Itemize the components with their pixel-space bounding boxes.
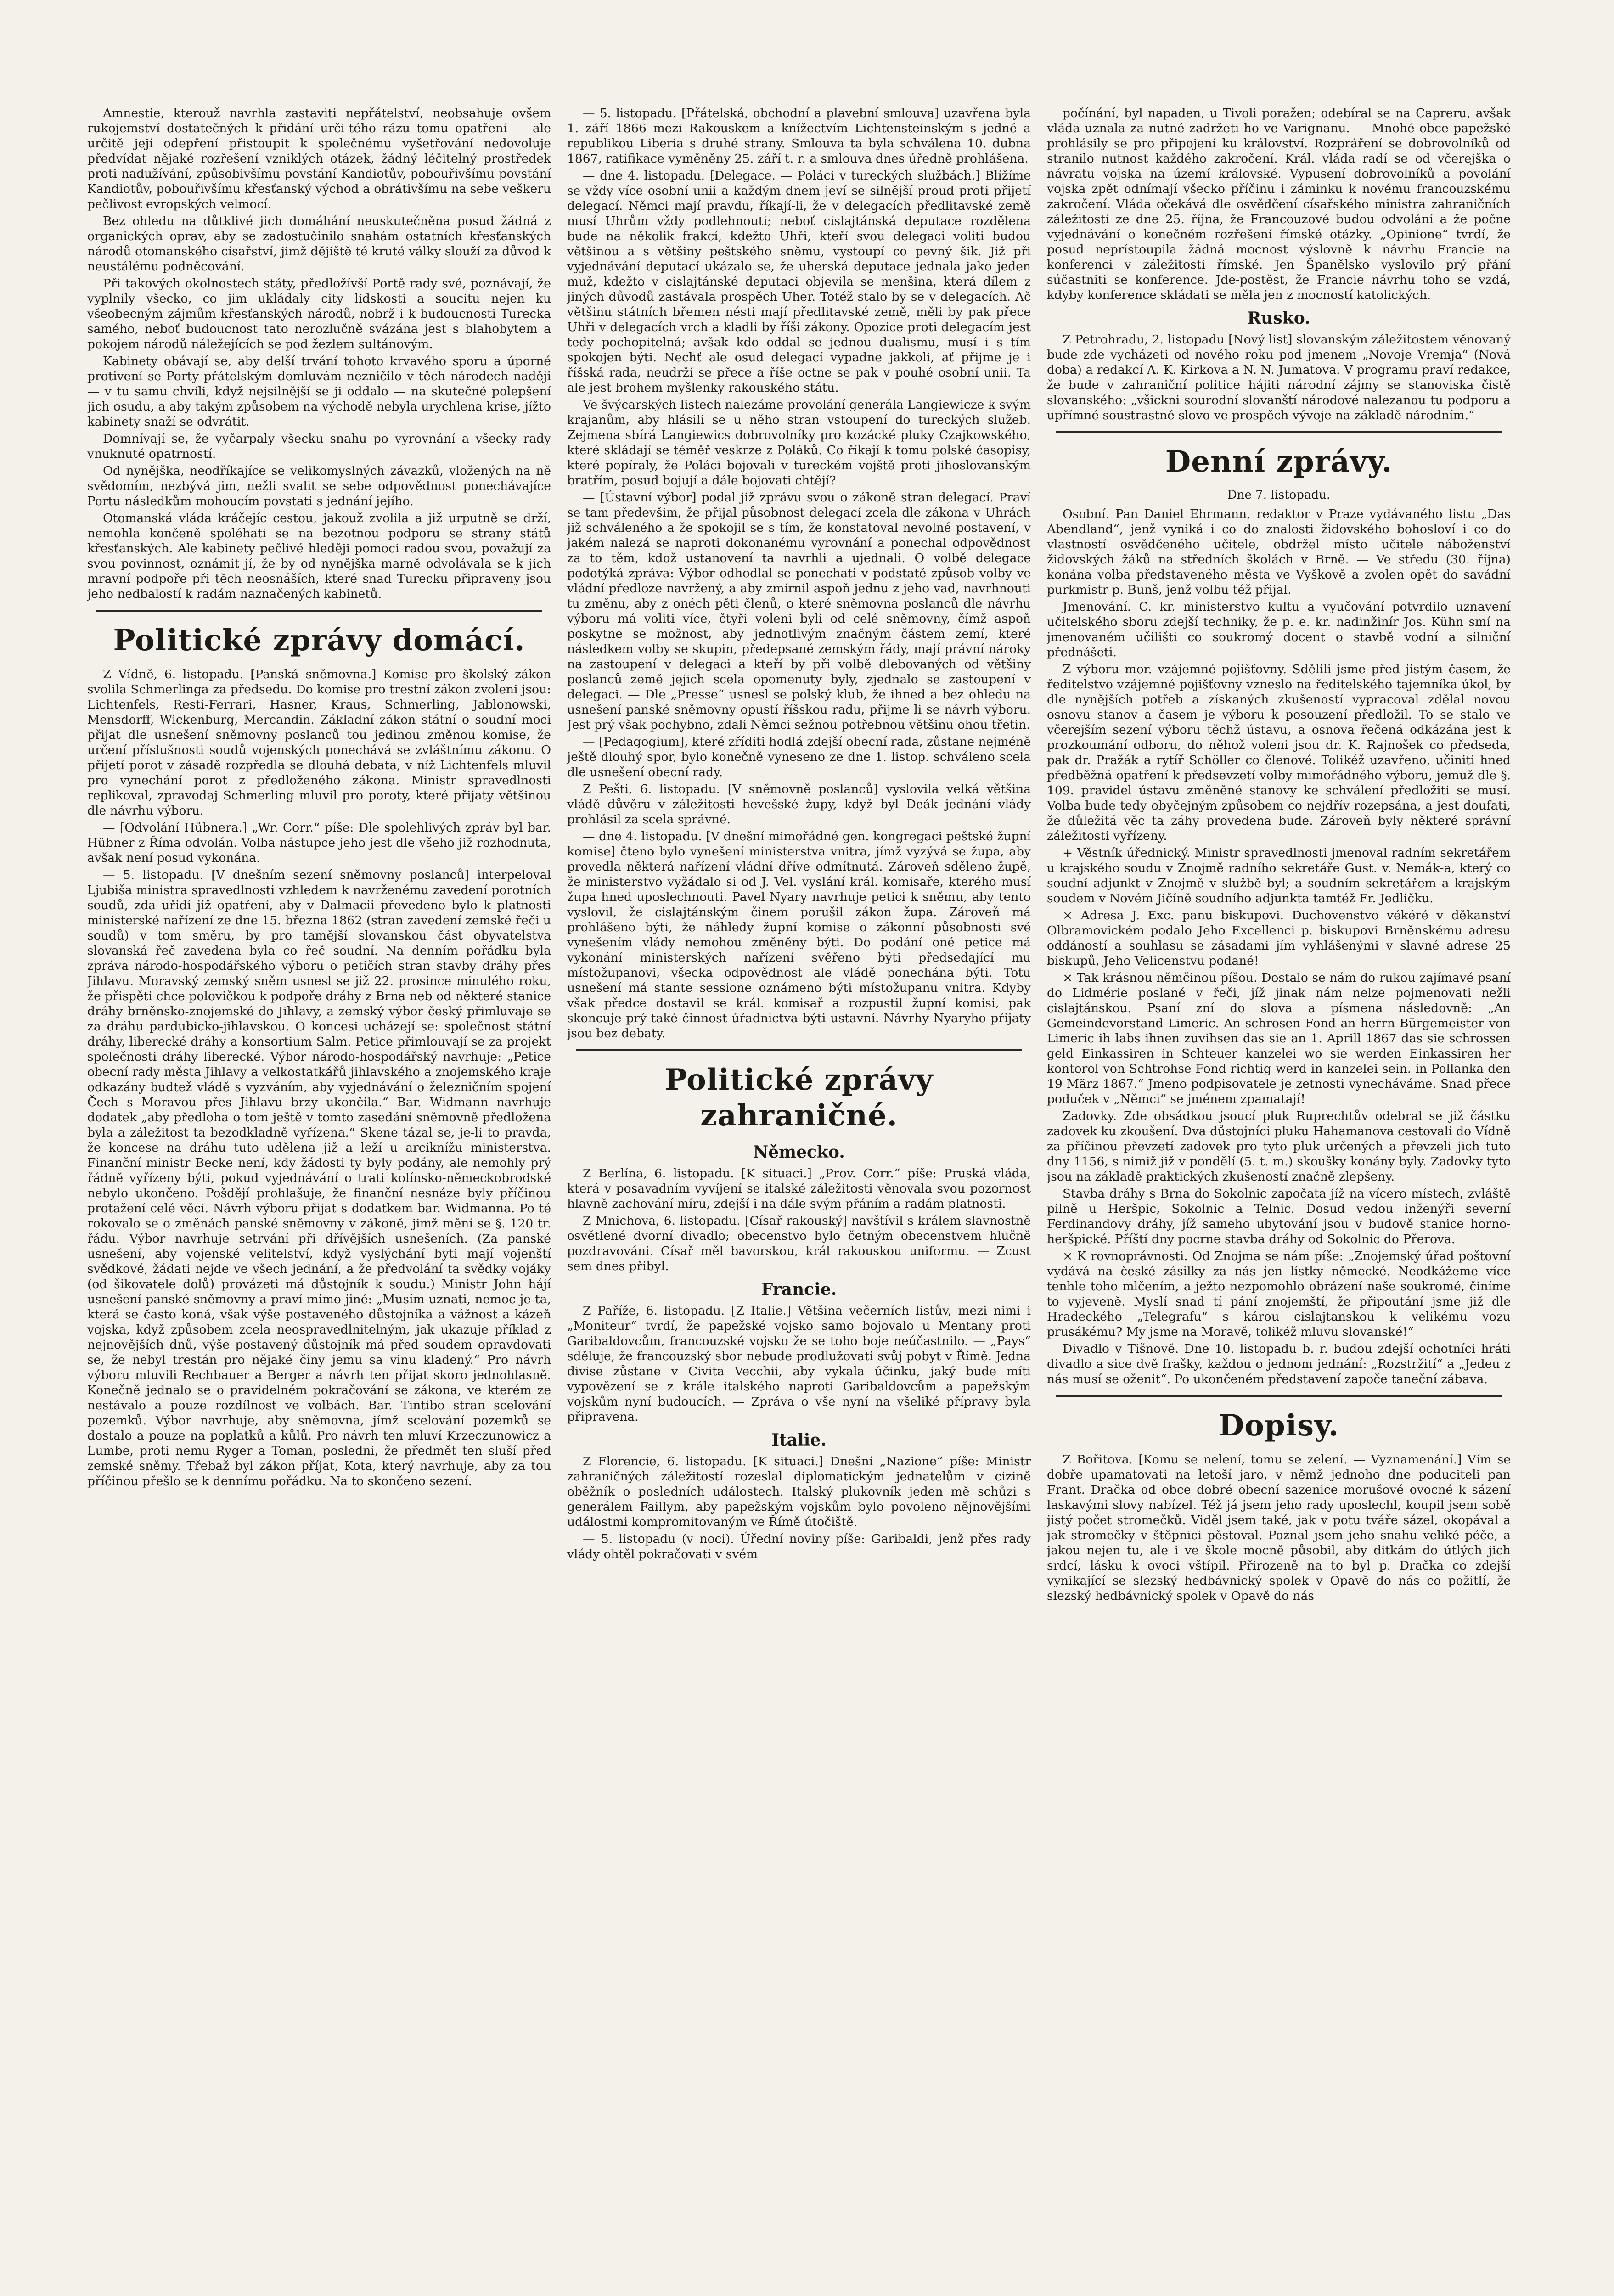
section-divider bbox=[576, 1049, 1022, 1051]
article-paragraph: Z Bořitova. [Komu se nelení, tomu se zelení. — Vyznamenání.] Vím se dobře upamatovati na letoší jaro, v němž jednoho dne poduciteli pan Frant. Dračka od obce dobré obecní sazenice morušové ovocné k sázení laskavými slovy nabízel. Též já jsem jeho rady uposlechl, koupil jsem sobě jistý počet stromečků. Viděl jsem také, jak v potu tváře sázel, okopával a jak stromečky v štěpnici pěstoval. Poznal jsem jeho snahu veliké péče, a jakou nejen tu, ale i ve škole mocně působil, aby ditkám do útlých jich srdcí, lásku k ovoci vštípil. Přirozeně na to byl p. Dračka co zdejší vynikající se slezský hedbávnický spolek v Opavě do nás co požitlí, že slezský hedbávnický spolek v Opavě do nás bbox=[1047, 1452, 1511, 1603]
article-paragraph: + Věstník úřednický. Ministr spravedlnosti jmenoval radním sekretářem u krajského soudu v Znojmě radního sekretáře Gust. v. Nemák-a, který co soudní adjunkt v Znojmě v službě byl; a soudním sekretářem a krajským soudem v Novém Jičíně soudního adjunkta tamtéž Fr. Jedličku. bbox=[1047, 846, 1511, 906]
article-paragraph: Kabinety obávají se, aby delší trvání tohoto krvavého sporu a úporné protivení se Porty přátelským domluvám nezničilo v těch národech naději — v tu samu chvíli, když nejsilnější se ji oddalo — na skutečné polepšení jich osudu, a aby takým způsobem na východě nebyla urychlena krise, jížto kabinety snaží se odvrátit. bbox=[87, 354, 551, 429]
newspaper-page bbox=[87, 106, 1511, 2296]
article-paragraph: Z Pešti, 6. listopadu. [V sněmovně poslanců] vyslovila velká většina vládě důvěru v záležitosti hevešské župy, když byl Deák jednání vlády prohlásil za scela správné. bbox=[567, 782, 1031, 827]
section-heading: Dopisy. bbox=[1218, 1408, 1339, 1443]
article-paragraph: × K rovnoprávnosti. Od Znojma se nám píše: „Znojemský úřad poštovní vydává na české zásilky za nás jen lístky německé. Neodkážeme více tenhle toho mlčením, a ježto nezpomohlo obrázení naše soukromé, činíme to vyjeveně. Myslí snad tí pání znojemští, že připoutání jsme již dle Hradeckého „Telegrafu“ s károu cislajtanskou k velikému vozu prusákému? My jsme na Moravě, tolikéž mluvu slovanské!“ bbox=[1047, 1249, 1511, 1339]
article-paragraph: — 5. listopadu. [Přátelská, obchodní a plavební smlouva] uzavřena byla 1. září 1866 mezi Rakouskem a knížectvím Lichtensteinským s jedné a republikou Liberia s druhé strany. Smlouva ta byla schválena 10. dubna 1867, ratifikace vyměněny 25. září t. r. a smlouva dnes úředně prohlášena. bbox=[567, 106, 1031, 166]
article-paragraph: Z Paříže, 6. listopadu. [Z Italie.] Většina večerních listův, mezi nimi i „Moniteur“ tvrdí, že papežské vojsko samo bojovalo u Mentany proti Garibaldovcům, francouzské vojsko že se toho boje neúčastnilo. — „Pays“ sděluje, že francouzský sbor nebude prodlužovati svůj pobyt v Římě. Jedna divise zůstane v Civita Vecchii, aby vykala účinku, jaký bude míti vypovězení se z krále italského naproti Garibaldovcům a papežským vojskům nyní budoucích. — Zpráva o vše nyní na všeliké přípravy byla připravena. bbox=[567, 1304, 1031, 1424]
article-paragraph: Z Florencie, 6. listopadu. [K situaci.] Dnešní „Nazione“ píše: Ministr zahraničných záležitostí rozeslal diplomatickým jednatelům v cizině oběžník o posledních událostech. Italský plukovník jeden mě schůzi s generálem Faillym, aby papežským vojskům bylo povoleno nějnovějšími událostmi kompromitovaným ve Římě útočiště. bbox=[567, 1454, 1031, 1529]
article-paragraph: Z Vídně, 6. listopadu. [Panská sněmovna.] Komise pro školský zákon svolila Schmerlinga za předsedu. Do komise pro trestní zákon zvoleni jsou: Lichtenfels, Resti-Ferrari, Hasner, Kraus, Schmerling, Jablonowski, Mensdorff, Wickenburg, Mercandin. Základní zákon státní o soudní moci přijat dle usnešení sněmovny poslanců tou jedinou změnou komise, že určení příslušnosti soudů vojenských ponechává se zvláštnímu zákonu. O přijetí porot v zásadě rozpředla se dlouhá debata, v níž Lichtenfels mluvil pro vynechání porot z předloženého zákona. Ministr spravedlnosti replikoval, zpravodaj Schmerling mluvil pro poroty, které přijaty většinou dle návrhu výboru. bbox=[87, 667, 551, 818]
article-paragraph: Domnívají se, že vyčarpaly všecku snahu po vyrovnání a všecky rady vnuknuté opatrností. bbox=[87, 432, 551, 461]
article-paragraph: — [Pedagogium], které zříditi hodlá zdejší obecní rada, zůstane nejméně ještě dlouhý spor, bylo konečně vyneseno ze dne 1. listop. schváleno scela dle usnešení obecní rady. bbox=[567, 735, 1031, 779]
article-paragraph: Divadlo v Tišnově. Dne 10. listopadu b. r. budou zdejší ochotníci hráti divadlo a sice dvě frašky, každou o jednom jednání: „Rozstržití“ a „Jedeu z nás musí se oženit“. Po ukončeném představení započe taneční zábava. bbox=[1047, 1342, 1511, 1386]
article-paragraph: Při takových okolnostech státy, předložívší Portě rady své, poznávají, že vyplnily všecko, co jim ukládaly city lidskosti a soucitu nejen ku všeobecným zájmům křesťanských národů, nobrž i k budoucnosti Turecka samého, neboť budoucnost tato nerozlučně svázána jest s blahobytem a pokojem národů náležejících se pod žezlem sultánovým. bbox=[87, 276, 551, 351]
article-paragraph: — [Ústavní výbor] podal již zprávu svou o zákoně stran delegací. Praví se tam předevšim, že přijal působnost delegací zcela dle zákona v Uhrách již schváleného a že spokojil se s tím, že konstatoval nevolné postavení, v jakém nalezá se naproti dokonanému vyrovnání a ponechal odpovědnost za to těm, kdož ustanovení ta navrhli a ujednali. O volbě delegace podotýká zpráva: Výbor odhodlal se ponechati v podstatě způsob volby ve vládní předloze navržený, a aby zmírnil aspoň jednu z jeho vad, navrhnouti tu změnu, aby z onéch pěti členů, o které sněmovna poslanců dle návrhu výboru má voliti více, čtyři voleni byli od celé sněmovny, čímž aspoň poskytne se možnost, aby jednotlivým značným částem zemí, které následkem volby se skupin, předepsané zemským řády, mají právní nároky na zastoupení v delegaci a kteří by při volbě dlebovaných od většiny poslanců země jejich scela opomenuty byly, zjednalo se zastoupení v delegaci. — Dle „Presse“ usnesl se polský klub, že ihned a bez ohledu na usnešení panské sněmovny opustí říšskou radu, přijme li se návrh výboru. Jest prý však pochybno, zdali Němci sežnou potřebnou většinu ohou třetin. bbox=[567, 490, 1031, 732]
country-subheading: Rusko. bbox=[1247, 309, 1310, 328]
article-paragraph: počínání, byl napaden, u Tivoli poražen; odebíral se na Capreru, avšak vláda uznala za nutné zadržeti ho ve Varignanu. — Mnohé obce papežské prohlásily se pro připojení ku království. Rozpráření se dobrovolníků od stranilo nutnost každého zakročení. Král. vláda radí se od včerejška o návratu vojska na území královské. Vypusení dobrovolníků a povolání vojska zpět odnímají všecko příčinu i záminku k novému francouzskému zakročení. Vláda očekává dle osvědčení císařského ministra zahraničních záležitostí ze dne 25. října, že Francouzové budou odvolání a že počne vyjednávání o konečném rozřešení římské otázky. „Opinione“ tvrdí, že posud neprístoupila žádná mocnost výslovně k návrhu Francie na konferenci v záležitosti římské. Jen Španělsko vyslovilo prý přání súčastniti se konference. Jde-postěst, že Francie návrhu toho se vzdá, kdyby konference skládati se měla jen z mocností katolických. bbox=[1047, 106, 1511, 302]
section-heading: Denní zprávy. bbox=[1165, 445, 1393, 479]
article-paragraph: Z Mnichova, 6. listopadu. [Císař rakouský] navštívil s králem slavnostně osvětlené dvorní divadlo; obecenstvo bylo četným obecenstvem hlučně pozdravováni. Císař měl bavorskou, král rakouskou uniformu. — Zcust sem dnes přibyl. bbox=[567, 1214, 1031, 1273]
column-middle bbox=[567, 106, 1031, 2296]
article-paragraph: — [Odvolání Hübnera.] „Wr. Corr.“ píše: Dle spolehlivých zpráv byl bar. Hübner z Říma odvolán. Volba nástupce jeho jest dle všeho již rozhodnuta, avšak není posud vykonána. bbox=[87, 821, 551, 865]
country-subheading: Německo. bbox=[753, 1142, 845, 1162]
article-paragraph: × Tak krásnou němčinou píšou. Dostalo se nám do rukou zajímavé psaní do Lidmérie poslané v řeči, jíž jinak nám nelze pojmenovati nežli cislajtánskou. Psaní zní do slova a písmena následovně: „An Gemeindevorstand Limeric. An schrosen Fond an herrn Bürgemeister von Limeric ih labs ihnen zuvihsen das sie an 1. Aprill 1867 das sie schrossen geld Einkassiren in Schteuer kanzelei wo sie werden Einkassiren her kontorol von Schtrohse Fond richtig werd in kanzelei sein. in Pollanka den 19 März 1867.“ Jmeno podpisovatele je zetnosti vynecháváme. Snad přece poduček v „Němci“ se jménem zpamatají! bbox=[1047, 971, 1511, 1106]
article-paragraph: Z výboru mor. vzájemné pojišťovny. Sdělili jsme před jistým časem, že ředitelstvo vzájemné pojišťovny vzneslo na ředitelského tajemníka úkol, by dle nynějších potřeb a získaných zkušeností vypracoval zdělal novou osnovu stanov a časem je výboru k posouzení předložil. To se stalo ve včerejším sezení výboru těchž ústavu, a osnova řečená odkázána jest k prozkoumání odboru, do něhož voleni jsou dr. K. Rajnošek co předseda, pak dr. Pražák a rytíř Schöller co členové. Tolikéž uzavřeno, učiniti hned předběžná opatření k předsevzetí volby mimořádného výboru, jemuž dle §. 109. pravidel ústavu změněné stanovy ke schválení předložiti se musí. Volba bude tedy obyčejným způsobem co nejdřív rozepsána, a jest doufati, že důležitá věc ta záhy provedena bude. Zároveň byly některé správní záležitosti vyřízeny. bbox=[1047, 662, 1511, 843]
country-subheading: Francie. bbox=[761, 1280, 837, 1299]
section-divider bbox=[1056, 1395, 1502, 1397]
article-paragraph: Z Petrohradu, 2. listopadu [Nový list] slovanským záležitostem věnovaný bude zde vycházeti od nového roku pod jmenem „Novoje Vremja“ (Nová doba) a redakcí A. K. Kirkova a N. N. Jumatova. V programu praví redakce, že bude v zahraniční politice hájiti národní zájmy se stanoviska čistě slovanského: „všickni sourodní slovanští národové nalezanou tu podporu a upřímné soustrastné slovo ve prospěch vývoje na základě národním.“ bbox=[1047, 332, 1511, 422]
article-paragraph: Otomanská vláda kráčejíc cestou, jakouž zvolila a již urputně se drží, nemohla končeně spoléhati se na bezotnou podporu se strany států křesťanských. Ale kabinety pečlivé hleději pomoci radou svou, považují za svou povinnost, oznámit jí, že by od nynějška marně odvolávala se k jich mravní podpoře při těch neosnáších, které snad Turecku připraveny jsou jeho nedbalostí k radám naznačených kabinetů. bbox=[87, 511, 551, 601]
article-paragraph: Zadovky. Zde obsádkou jsoucí pluk Ruprechtův odebral se již částku zadovek ku zkoušení. Dva důstojníci pluku Hahamanova cestovali do Vídně za příčinou převzetí zadovek pro tyto pluk určených a převzeli jich tuto dny 1156, s nimiž již v pondělí (5. t. m.) skoušky konány byly. Zadovky tyto jsou na základě praktických zkušeností značně zlepšeny. bbox=[1047, 1109, 1511, 1184]
article-paragraph: — dne 4. listopadu. [Delegace. — Poláci v tureckých službách.] Blížíme se vždy více osobní unii a každým dnem jeví se silnější proud proti přijetí delegací. Němci mají pravdu, říkají-li, že v delegacích předlitavské země musí Uhrům vždy podlehnouti; neboť cislajtánská deputace rozdělena bude na několik frakcí, kdežto Uhři, kteří svou delegaci voliti budou většinou a s většiny peštského sněmu, vystoupí co pevný šik. Již při vyjednávání deputací ukázalo se, že uherská deputace jednala jako jeden muž, kdežto v cislajtánské deputaci objevila se menšina, která dílem z jiných důvodů zastávala prospěch Uher. Totéž stalo by se v delegacích. Ač většinu státních břemen nésti mají předlitavské země, měli by pak přece Uhři v delegacích vrch a kladli by říši zákony. Opozice proti delegacím jest tedy pochopitelná; avšak kdo oddal se jednou dualismu, musí i s tím spokojen býti. Nechť ale osud delegací vypadne jakkoli, ať přijme je i říšská rada, neudrží se přece a říše octne se pak v pouhé osobní unii. Ta ale jest brohem myšlenky rakouského státu. bbox=[567, 169, 1031, 395]
section-heading: Politické zprávy zahraničné. bbox=[664, 1063, 934, 1133]
section-heading: Politické zprávy domácí. bbox=[113, 623, 525, 658]
article-paragraph: — 5. listopadu. [V dnešním sezení sněmovny poslanců] interpeloval Ljubiša ministra spravedlnosti vzhledem k navrženému zavedení porotních soudů, zda uřidí již opatření, aby v Dalmacii převedeno bylo k platnosti ministerské nařízení ze dne 15. března 1862 (stran zavedení zemské řeči u soudů) v tom směru, by pro tamější slovanskou část obyvatelstva slovanská řeč zavedena byla co řeč soudní. Na denním pořádku byla zpráva národo-hospodářského výboru o petičích stran stavby dráhy přes Jihlavu. Moravský zemský sněm usnesl se již 22. prosince minulého roku, že přispěti chce polovičkou k podpoře dráhy z Brna neb od některé stanice dráhy brněnsko-znojemské do Jihlavy, a zemský výbor český přimluvaje se za dráhu pardubicko-jihlavskou. O koncesi ucházejí se: společnost státní dráhy, liberecké dráhy a konsortium Salm. Petice přimlouvají se za projekt společnosti dráhy liberecké. Výbor národo-hospodářský navrhuje: „Petice obecní rady města Jihlavy a velkostatkářů jihlavského a znojemského kraje odkazány budtež vládě s vyzváním, aby vyjednávání o železničním spojení Čech s Moravou přes Jihlavu brzy ukončila.“ Bar. Widmann navrhuje dodatek „aby předloha o tom ještě v tomto zasedání sněmovně předložena byla a záležitost ta bezodkladně vyřízena.“ Skene tázal se, je-li to pravda, že koncese na dráhu tuto udělena již a leží u arciknížu ministerstva. Finanční ministr Becke není, kdy žádosti ty byly podány, ale nemohly prý řádně vyřízeny býti, pokud vyjednávání o trati kolínsko-německobrodské nebylo ukončeno. Pošdějí prohlašuje, že finanční nesnáze byly příčinou protažení celé věci. Návrh výboru přijat s dodatkem bar. Widmanna. Po té rokovalo se o změnách panské sněmovny v zákoně, jimž mění se §. 120 tr. řádu. Výbor navrhuje setrvání při dřívějších usnešeních. (Za panské usnešení, aby vojenské velitelství, když vyslýchání byti mají vojenští svědkové, žádati nejde ve všech jednání, a že předvolání ta svědky vojáky (od šikovatele dolů) provázeti má důstojník k soudu.) Ministr John hájí usnešení panské sněmovny a praví mimo jiné: „Musím uznati, nemoc je ta, která se často koná, však výše postaveného důstojníka a vážnost a kázeň vojska, když způsobem zcela neospravedlnitelným, jak ukazuje příklad z nejnovějších dnů, výše postavený důstojník má před soudem opravdovati se, že nebyl trestán pro nějaké činy jemu sa vinu kladený.“ Pro návrh výboru mluvili Rechbauer a Berger a návrh ten přijat skoro jednohlasně. Konečně jednalo se o pravidelném pokračování se zákona, ve kterém ze nestávalo a pouze rozdílnost ve volbách. Bar. Tintibo stran scelování pozemků. Výbor navrhuje, aby sněmovna, jímž scelování pozemků se dostalo a pouze na poplatků a kůlů. Pro návrh ten mluví Krzeczunowicz a Lumbe, proti nemu Ryger a Toman, posledni, že předmět ten sluší před zemské sněmy. Třebaž byl zákon příjat, Kota, který navrhuje, aby za tou příčinou přešlo se k dennímu pořádku. Na to skončeno sezení. bbox=[87, 868, 551, 1488]
article-paragraph: Stavba dráhy s Brna do Sokolnic započata jíž na vícero místech, zvláště pilně u Heršpic, Sokolnic a Telnic. Dosud vedou inženýři severní Ferdinandovy dráhy, jíž sameho ubytování jsou v budově stanice horno-heršpické. Příští dny pocrne stavba dráhy od Sokolnic do Přerova. bbox=[1047, 1187, 1511, 1246]
article-paragraph: Ve švýcarských listech nalezáme provolání generála Langiewicze k svým krajanům, aby hlásili se u něho stran vstoupení do tureckých služeb. Zejmena sbírá Langiewics dobrovolníky pro kozácké pluky Czajkowského, které skládají se téměř veskrze z Poláků. Co říkají k tomu polské časopisy, které popíraly, že Poláci bojovali v tureckém vojště proti jihoslovanským bratřím, posud bojují a dále bojovati chtějí? bbox=[567, 398, 1031, 488]
article-paragraph: Jmenování. C. kr. ministerstvo kultu a vyučování potvrdilo uznavení učitelského sboru zdejší techniky, že p. e. kr. nadinžinír Jos. Kühn smí na jmenovaném učilišti co soukromý docent o stavbě vodní a silniční přednášeti. bbox=[1047, 600, 1511, 659]
country-subheading: Italie. bbox=[771, 1430, 827, 1450]
article-paragraph: Bez ohledu na důtklivé jich domáhání neuskutečněna posud žádná z organických oprav, aby se zadostučinilo snahám ostatních křesťanských národů otomanského císařství, jimž dějiště té kruté války slouží za důvod k neustálému podněcování. bbox=[87, 214, 551, 274]
article-paragraph: Amnestie, kterouž navrhla zastaviti nepřátelství, neobsahuje ovšem rukojemství dostatečných k přidání urči-tého rázu tomu opatření — ale určitě její odepření přistoupit k společnému vyšetřování nedovoluje předvídat nějaké rozřešení vzniklých otázek, žádný léčitelný prostředek proti nadužívání, způsobivšímu povstání Kandiotův, pobouřivšímu povstání Kandiotův, pobouřivšímu křesťanský východ a obrátivšímu na sebe veškeru pečlivost evropských velmocí. bbox=[87, 106, 551, 211]
article-paragraph: Osobní. Pan Daniel Ehrmann, redaktor v Praze vydávaného listu „Das Abendland“, jenž vyniká i co do znalosti židovského bohosloví i co do vlastností osvědčeného učitele, obdržel místo učitele náboženství židovských žáků na středních školách v Brně. — Ve středu (30. října) konána volba představeného města ve Vyškově a zvolen opět do savádní purkmistr p. Bunš, jenž volbu též přijal. bbox=[1047, 507, 1511, 597]
article-paragraph: — dne 4. listopadu. [V dnešní mimořádné gen. kongregaci peštské župní komise] čteno bylo vynešení ministerstva vnitra, jímž vyzývá se župa, aby provedla některá nařízení vládní dříve odmítnutá. Zároveň sděleno župě, že ministerstvo vyžádalo si od J. Vel. vyslání král. komisaře, kterého musí župa hned uposlechnouti. Pavel Nyary navrhuje petici k sněmu, aby tento vyslovil, že cislajtánským činem porušil zákon župa. Zároveň má prohlášeno býti, že náhledy župní komise o zákonní působnosti své vynešením vlády nemohou změněny býti. Do podání oné petice má vykonání ministerských nařízení svěřeno býti předsedající mu místožupanovi, všecka odpovědnost ale vládě ponechána býti. Totu usnešení má stante sessione oznámeno býti místožupanu vnitra. Kdyby však předce dostavil se král. komisař a rozpustil župní komisi, pak skoncuje prý také činnost úřadnictva býti ustavní. Návrhy Nyaryho přijaty jsou bez debaty. bbox=[567, 829, 1031, 1041]
section-divider bbox=[1056, 431, 1502, 433]
article-paragraph: × Adresa J. Exc. panu biskupovi. Duchovenstvo vékéré v děkanství Olbramovickém podalo Jeho Excellenci p. biskupovi Brněnskému adresu oddáností a souhlasu se zásadami jím vyhlášenými v slavné adrese 25 biskupů, Jeho Velicenstvu podané! bbox=[1047, 908, 1511, 968]
column-right bbox=[1047, 106, 1511, 2296]
article-paragraph: Z Berlína, 6. listopadu. [K situaci.] „Prov. Corr.“ píše: Pruská vláda, která v posavadním vyvíjení se italské záležitosti věnovala svou pozornost hlavně zachování míru, zdejší i na dále svým přáním a radám platnosti. bbox=[567, 1166, 1031, 1211]
section-divider bbox=[96, 610, 542, 612]
article-paragraph: Od nynějška, neodříkajíce se velikomyslných závazků, vložených na ně svědomím, nezbývá jim, nežli svalit se sebe odpovědnost ponechávajíce Portu následkům mohoucím povstati s jednání jejího. bbox=[87, 464, 551, 508]
article-paragraph: — 5. listopadu (v noci). Úřední noviny píše: Garibaldi, jenž přes rady vlády ohtěl pokračovati v svém bbox=[567, 1532, 1031, 1561]
column-left bbox=[87, 106, 551, 2296]
dateline: Dne 7. listopadu. bbox=[1227, 488, 1331, 502]
